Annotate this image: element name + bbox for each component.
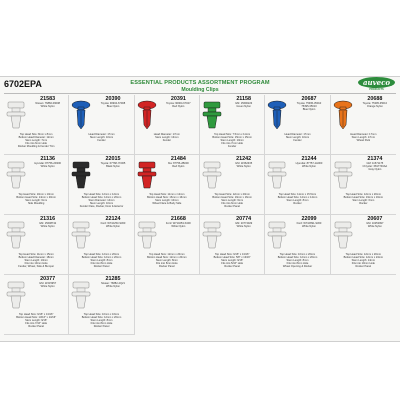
spec-line: Rocker Moulding & Fender Trim	[17, 145, 55, 149]
spec-line: Rocker Panel	[93, 325, 110, 329]
spec-line: Bottom Head Size: 16mm x 16mm	[212, 196, 252, 200]
fitment-line: Ford: W710891-S300	[296, 222, 322, 225]
product-code: 6702EPA	[4, 79, 42, 89]
part-number: 20688	[367, 96, 383, 102]
spec-line: Wheel Opening & Rocker	[282, 265, 313, 269]
moulding-clip-icon	[70, 157, 92, 193]
clip-info	[93, 96, 132, 108]
spec-line: Stem Length: 7mm	[25, 139, 48, 143]
part-number: 21484	[170, 156, 186, 162]
spec-line: Top Head Size: 8mm x 8mm	[19, 133, 53, 136]
moulding-clip-icon	[5, 217, 27, 253]
spec-line: Stem Length: 10mm	[89, 202, 114, 206]
clip-info	[159, 156, 198, 168]
fitment-line: 75395-35010	[301, 105, 317, 109]
spec-line: Stem Length: 14mm	[351, 259, 375, 263]
header-divider	[4, 93, 396, 94]
clip-info	[224, 216, 263, 228]
spec-line: Top Head Size: 12mm x 12mm	[83, 193, 120, 196]
push-clip-icon	[136, 97, 158, 133]
clip-info	[28, 276, 67, 288]
clip-card	[331, 155, 396, 215]
fitment-line: Black Nylon	[106, 165, 120, 169]
moulding-clip-icon	[266, 157, 288, 193]
fitment-line: Chrysler: 6817740AA	[362, 165, 388, 169]
clip-info	[93, 156, 132, 168]
clip-description	[266, 253, 328, 268]
spec-line: Fits into 6mm Hole	[25, 142, 47, 146]
spec-line: Top Head Size: 10mm x 10mm	[18, 193, 54, 196]
clip-info	[289, 96, 328, 111]
push-clip-icon	[332, 97, 354, 133]
fitment-line: White Nylon	[302, 225, 316, 229]
clip-description	[201, 253, 263, 268]
moulding-clip-icon	[201, 157, 223, 193]
fitment-line: White Nylon	[106, 225, 120, 229]
clip-description	[70, 133, 132, 142]
moulding-clip-icon	[70, 277, 92, 313]
push-clip-icon	[266, 97, 288, 133]
spec-line: Wheel Park	[356, 139, 371, 143]
fitment-line: Toyota: 75395-35010	[296, 102, 322, 105]
part-number: 21244	[301, 156, 317, 162]
clip-info	[159, 96, 198, 108]
spec-line: Rocker Panel	[93, 265, 110, 269]
fitment-line: GM: 11515957	[39, 282, 57, 285]
auveco-logo	[358, 77, 395, 92]
spec-line: Rocker	[359, 202, 368, 206]
spec-line: Head Diameter: 17mm	[88, 133, 115, 136]
spec-line: Fits into 7/16" Hole	[25, 322, 48, 326]
spec-line: Bottom Head Size: 14mm x 14mm	[277, 196, 318, 200]
part-number: 20774	[236, 216, 252, 222]
part-number: 20377	[40, 276, 56, 282]
spec-line: Bottom Head Size: 15mm x 15mm	[212, 136, 252, 140]
moulding-clip-icon	[136, 157, 158, 193]
part-number: 21668	[170, 216, 186, 222]
clip-card	[331, 95, 396, 155]
spec-line: Top Head Size: 7.5mm x 11mm	[214, 133, 251, 136]
clip-description	[266, 193, 328, 205]
logo-text: auveco	[362, 78, 391, 87]
spec-line: Top Head Size: 9/16" x 13/16"	[214, 253, 250, 256]
spec-line: Top Head Size: 11mm x 12mm	[149, 193, 185, 196]
clip-card	[265, 95, 330, 155]
spec-line: Bottom Head Diameter: 18mm	[18, 256, 54, 260]
clip-info	[28, 96, 67, 108]
clip-card	[69, 155, 134, 215]
spec-line: Stem Length: 10mm	[220, 139, 244, 143]
spec-line: Stem Length: 8mm	[286, 199, 309, 203]
fitment-line: White Nylon	[40, 225, 55, 229]
fitment-line: GM: 20774029	[235, 222, 253, 225]
clip-info	[159, 216, 198, 228]
fitment-line: White Nylon	[302, 165, 316, 169]
fitment-line: Toyota: 75395-35010	[362, 102, 388, 105]
clip-card	[200, 95, 265, 155]
spec-line: Top Head Size: 10mm x 16mm	[83, 313, 120, 316]
moulding-clip-icon	[70, 217, 92, 253]
part-number: 22124	[105, 216, 121, 222]
fitment-line: White Nylon	[40, 285, 55, 289]
fitment-line: Toyota: 67768-YF005	[100, 162, 126, 165]
spec-line: Fender Flare, Rocker, Door & Exterior	[79, 205, 124, 209]
moulding-clip-icon	[136, 217, 158, 253]
spec-line: Fits into 5/16" Hole	[221, 262, 244, 266]
spec-line: Side Moulding	[27, 202, 45, 206]
clip-info	[289, 156, 328, 168]
clip-card	[135, 215, 200, 275]
spec-line: Bottom Head Size: 5/8" x 13/16"	[213, 256, 251, 260]
clip-card	[200, 155, 265, 215]
clip-description	[266, 133, 328, 142]
spec-line: Stem Length: 17mm	[351, 136, 375, 140]
fitment-line: Red Nylon	[172, 105, 185, 109]
spec-line: Bottom Head Size: 12mm x 20mm	[81, 316, 122, 320]
moulding-clip-icon	[5, 97, 27, 133]
clip-card	[4, 275, 69, 335]
clip-card	[4, 95, 69, 155]
part-number: 21242	[236, 156, 252, 162]
spec-line: Fits into 10mm Hole	[351, 262, 375, 266]
page-title: ESSENTIAL PRODUCTS ASSORTMENT PROGRAM	[130, 80, 270, 86]
part-number: 21285	[105, 276, 121, 282]
spec-line: Bottom Head Size: 12mm x 20mm	[81, 256, 122, 260]
spec-line: Fender, Wheel, Side & Bumper	[18, 265, 55, 269]
spec-line: Rocker Panel	[224, 265, 240, 269]
spec-line: Fits into 7mm Hole	[221, 142, 243, 146]
spec-line: Fits into 8mm Hole	[286, 262, 309, 266]
moulding-clip-icon	[201, 217, 223, 253]
spec-line: Rocker Panel	[28, 325, 44, 329]
fitment-line: GM: 15690223	[235, 102, 253, 105]
spec-line: Fender	[162, 139, 171, 143]
spec-line: Head Diameter: 17mm	[284, 133, 311, 136]
spec-line: Fits into 8mm Hole	[90, 262, 113, 266]
clip-info	[93, 216, 132, 228]
spec-line: Top Head Size: 10mm x 20mm	[279, 253, 316, 256]
fitment-line: Nissan: 76882-4Q21	[101, 282, 125, 285]
clip-card	[135, 155, 200, 215]
clip-description	[70, 253, 132, 268]
clip-description	[136, 253, 198, 268]
spec-line: Top Head Size: 11mm x 15.5mm	[278, 193, 317, 196]
spec-line: Stem Length: 8mm	[155, 259, 178, 263]
clip-card	[69, 215, 134, 275]
clip-description	[201, 133, 263, 148]
spec-line: Stem Length: 10mm	[285, 136, 310, 140]
clip-info	[224, 96, 263, 108]
spec-line: Stem Length: 8mm	[286, 259, 309, 263]
fitment-line: Toyota: 90904-67008	[100, 102, 126, 105]
fitment-line: GM: 11562335	[235, 162, 253, 165]
spec-line: Fits into 8mm Hole	[90, 322, 113, 326]
spec-line: Top Head Size: 12mm x 20mm	[214, 193, 250, 196]
spec-line: Bottom Head Size: 14mm x 20mm	[16, 196, 56, 200]
spec-line: Head Diameter: 17mm	[153, 133, 180, 136]
part-number: 20390	[105, 96, 121, 102]
part-number: 21316	[40, 216, 56, 222]
spec-line: Rocker Panel	[355, 265, 372, 269]
part-number: 20607	[367, 216, 383, 222]
fitment-line: White Nylon	[236, 225, 251, 229]
clip-description	[5, 193, 67, 205]
clip-description	[5, 253, 67, 268]
fitment-line: Kia: 87756-2B000	[167, 162, 189, 165]
part-number: 22099	[301, 216, 317, 222]
spec-line: Stem Length: 6mm	[221, 199, 244, 203]
clip-description	[136, 193, 198, 205]
spec-line: Stem Length: 8mm	[90, 259, 113, 263]
clip-card	[265, 155, 330, 215]
spec-line: Bottom Head Size: 12mm x 20mm	[277, 256, 318, 260]
spec-line: Bottom Head Size: 13/16" x 13/16"	[16, 316, 57, 320]
fitment-line: Ford: W710253-S300	[100, 222, 126, 225]
push-clip-icon	[70, 97, 92, 133]
clip-description	[70, 193, 132, 208]
fitment-line: Blue Nylon	[106, 105, 120, 109]
part-number: 21583	[40, 96, 56, 102]
spec-line: Bottom Head Size: 12mm x 20mm	[147, 256, 187, 260]
spec-line: Top Head Size: 12mm x 20mm	[149, 253, 185, 256]
clip-description	[70, 313, 132, 328]
part-number: 21158	[236, 96, 252, 102]
spec-line: Stem Length: 10mm	[89, 136, 114, 140]
spec-line: Fits into 8mm Hole	[156, 262, 178, 266]
spec-line: Bottom Head Size: 19mm x 19mm	[343, 196, 384, 200]
clip-card	[4, 155, 69, 215]
spec-line: Fits into 6mm Hole	[221, 202, 243, 206]
clip-description	[5, 313, 67, 328]
part-number: 22015	[105, 156, 121, 162]
fitment-line: White Nylon	[171, 225, 186, 229]
fitment-line: White Nylon	[40, 165, 55, 169]
spec-line: Stem Length: 6mm	[352, 199, 375, 203]
spec-line: Stem Length: 10mm	[24, 259, 48, 263]
fitment-line: White Nylon	[236, 165, 251, 169]
clip-info	[355, 216, 395, 228]
spec-line: Fender	[293, 139, 302, 143]
clip-info	[28, 216, 67, 228]
spec-line: Rocker	[293, 202, 302, 206]
spec-line: Stem Length: 6mm	[25, 199, 48, 203]
fitment-line: Blue Nylon	[302, 108, 316, 112]
spec-line: Stem Length: 13mm	[155, 136, 179, 140]
spec-line: Fits into 10mm Hole	[24, 262, 48, 266]
clip-info	[289, 216, 328, 228]
spec-line: Top Head Size: 12mm x 20mm	[345, 193, 382, 196]
fitment-line: Toyota: 90904-67027	[166, 102, 191, 105]
moulding-clip-icon	[5, 277, 27, 313]
fitment-line: White Nylon	[106, 285, 120, 289]
moulding-clip-icon	[5, 157, 27, 193]
spec-line: Wheel Flare & Body Side	[152, 202, 182, 206]
clip-description	[5, 133, 67, 148]
moulding-clip-icon	[332, 157, 354, 193]
part-number: 20391	[170, 96, 186, 102]
clip-info	[93, 276, 132, 288]
spec-line: Fender	[97, 139, 106, 143]
clip-description	[332, 133, 395, 142]
spec-line: Bottom Head Size: 14mm x 20mm	[81, 196, 122, 200]
spec-line: Bottom Head Size: 12mm x 24mm	[343, 256, 384, 260]
spec-line: Rocker Panel	[159, 265, 175, 269]
spec-line: Stem Length: 9/16"	[25, 319, 48, 323]
spec-line: Bottom Head Diameter: 12mm	[18, 136, 54, 140]
spec-line: Stem Length: 8mm	[90, 319, 113, 323]
clip-card	[69, 95, 134, 155]
moulding-clip-icon	[201, 97, 223, 133]
clip-info	[355, 156, 395, 171]
spec-line: Top Head Size: 12mm x 20mm	[83, 253, 120, 256]
logo-subtext: PRODUCTS	[369, 88, 384, 91]
clip-description	[201, 193, 263, 208]
spec-line: Rocker Panel	[224, 205, 240, 209]
part-number: 21374	[367, 156, 383, 162]
spec-line: Head Diameter: 17mm	[350, 133, 377, 136]
spec-line: Stem Length: 9/16"	[221, 259, 244, 263]
fitment-line: White Nylon	[367, 225, 382, 229]
clip-card	[69, 275, 134, 335]
clip-card	[4, 215, 69, 275]
clip-card	[135, 95, 200, 155]
moulding-clip-icon	[332, 217, 354, 253]
fitment-line: Ford: W710253-S300	[165, 222, 191, 225]
clip-card	[265, 215, 330, 275]
fitment-line: Green Nylon	[236, 105, 251, 109]
moulding-clip-icon	[266, 217, 288, 253]
clip-info	[355, 96, 395, 108]
spec-line: Bottom Head Size: 16mm x 16mm	[147, 196, 187, 200]
clip-description	[136, 133, 198, 142]
clip-grid	[4, 95, 396, 335]
fitment-line: Red Nylon	[172, 165, 185, 169]
spec-line: Fender	[228, 145, 237, 149]
fitment-line: GM: 11571175	[366, 162, 384, 165]
fitment-line: Orange Nylon	[366, 105, 383, 109]
fitment-line: Gray Nylon	[368, 168, 382, 172]
fitment-line: GM: 10253997	[366, 222, 384, 225]
spec-line: Top Head Size: 11mm x 15mm	[18, 253, 54, 256]
fitment-line: GM: 15608742	[39, 222, 57, 225]
part-number: 21136	[40, 156, 56, 162]
clip-card	[331, 215, 396, 275]
clip-description	[332, 253, 395, 268]
fitment-line: Hyundai: 87756-2D300	[34, 162, 61, 165]
spec-line: Stem Length: 10mm	[155, 199, 179, 203]
fitment-line: White Nylon	[40, 105, 55, 109]
clip-info	[28, 156, 67, 168]
spec-line: Stem Diameter: 14mm	[88, 199, 115, 203]
part-number: 20687	[301, 96, 317, 102]
clip-card	[200, 215, 265, 275]
clip-info	[224, 156, 263, 168]
fitment-line: Nissan: 76882-09008	[35, 102, 60, 105]
clip-description	[332, 193, 395, 205]
fitment-line: Hyundai: 87757-1H000	[295, 162, 323, 165]
page-subtitle: Moulding Clips	[181, 87, 219, 93]
spec-line: Top Head Size: 9/16" x 13/16"	[18, 313, 54, 316]
spec-line: Top Head Size: 12mm x 20mm	[345, 253, 382, 256]
